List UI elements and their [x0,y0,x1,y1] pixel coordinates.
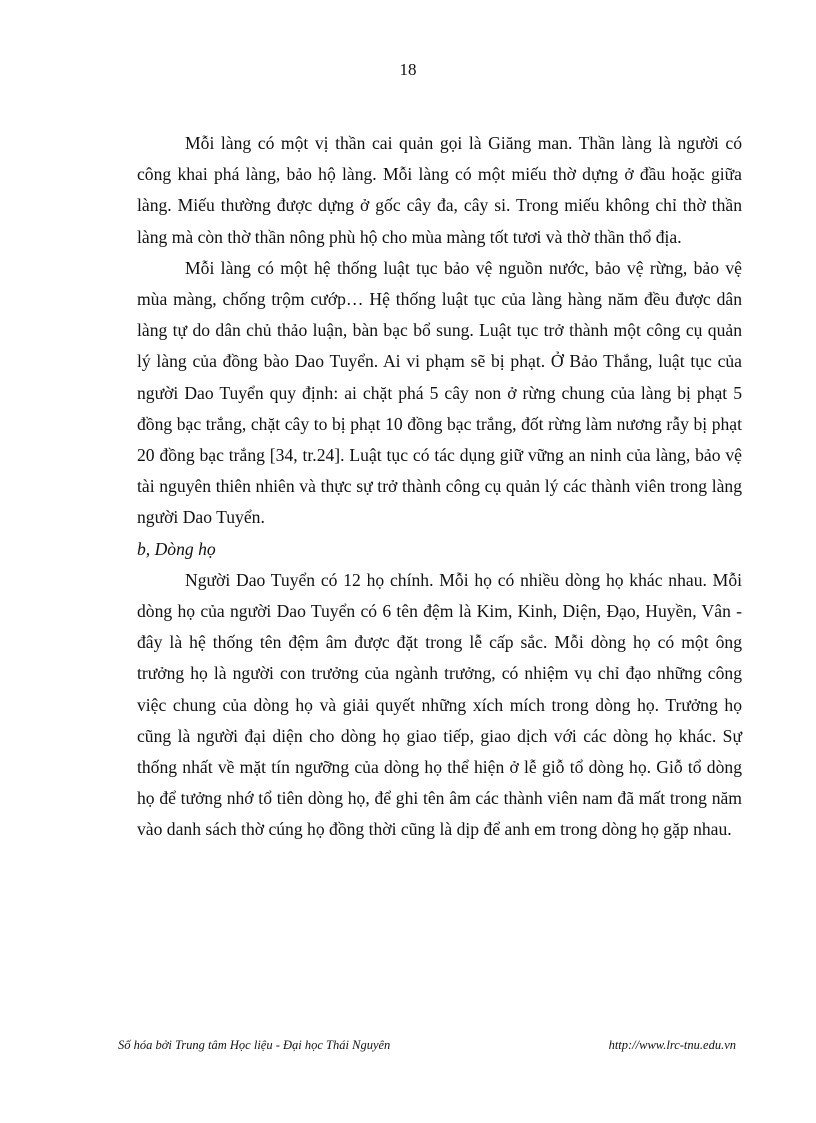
footer-url: http://www.lrc-tnu.edu.vn [608,1038,736,1052]
paragraph-village-deity: Mỗi làng có một vị thần cai quản gọi là Giăng man. Thần làng là người có công khai phá làng, bảo hộ làng. Mỗi làng có một miếu thờ dựng ở đầu hoặc giữa làng. Miếu thường được dựng ở gốc cây đa, cây si. Trong miếu không chỉ thờ thần làng mà còn thờ thần nông phù hộ cho mùa màng tốt tươi và thờ thần thổ địa. [137,133,742,247]
page-number: 18 [399,60,417,79]
section-heading: b, Dòng họ [137,538,216,559]
paragraph-customary-law: Mỗi làng có một hệ thống luật tục bảo vệ nguồn nước, bảo vệ rừng, bảo vệ mùa màng, chống trộm cướp… Hệ thống luật tục của làng hàng năm đều được dân làng tự do dân chủ thảo luận, bàn bạc bổ sung. Luật tục trở thành một công cụ quản lý làng của đồng bào Dao Tuyển. Ai vi phạm sẽ bị phạt. Ở Bảo Thắng, luật tục của người Dao Tuyển quy định: ai chặt phá 5 cây non ở rừng chung của làng bị phạt 5 đồng bạc trắng, chặt cây to bị phạt 10 đồng bạc trắng, đốt rừng làm nương rẫy bị phạt 20 đồng bạc trắng [34, tr.24]. Luật tục có tác dụng giữ vững an ninh của làng, bảo vệ tài nguyên thiên nhiên và thực sự trở thành công cụ quản lý các thành viên trong làng người Dao Tuyển. [137,257,742,528]
footer-credit: Số hóa bởi Trung tâm Học liệu - Đại học Thái Nguyên [118,1038,391,1052]
document-body [137,128,742,846]
paragraph-lineage: Người Dao Tuyển có 12 họ chính. Mỗi họ có nhiều dòng họ khác nhau. Mỗi dòng họ của người Dao Tuyển có 6 tên đệm là Kim, Kinh, Diện, Đạo, Huyền, Vân - đây là hệ thống tên đệm âm được đặt trong lễ cấp sắc. Mỗi dòng họ có một ông trưởng họ là người con trưởng của ngành trưởng, có nhiệm vụ chỉ đạo những công việc chung của dòng họ và giải quyết những xích mích trong dòng họ. Trưởng họ cũng là người đại diện cho dòng họ giao tiếp, giao dịch với các dòng họ khác. Sự thống nhất về mặt tín ngưỡng của dòng họ thể hiện ở lễ giỗ tổ dòng họ. Giỗ tổ dòng họ để tưởng nhớ tổ tiên dòng họ, để ghi tên âm các thành viên nam đã mất trong năm vào danh sách thờ cúng họ đồng thời cũng là dịp để anh em trong dòng họ gặp nhau. [137,569,742,840]
page-footer [118,1035,736,1055]
